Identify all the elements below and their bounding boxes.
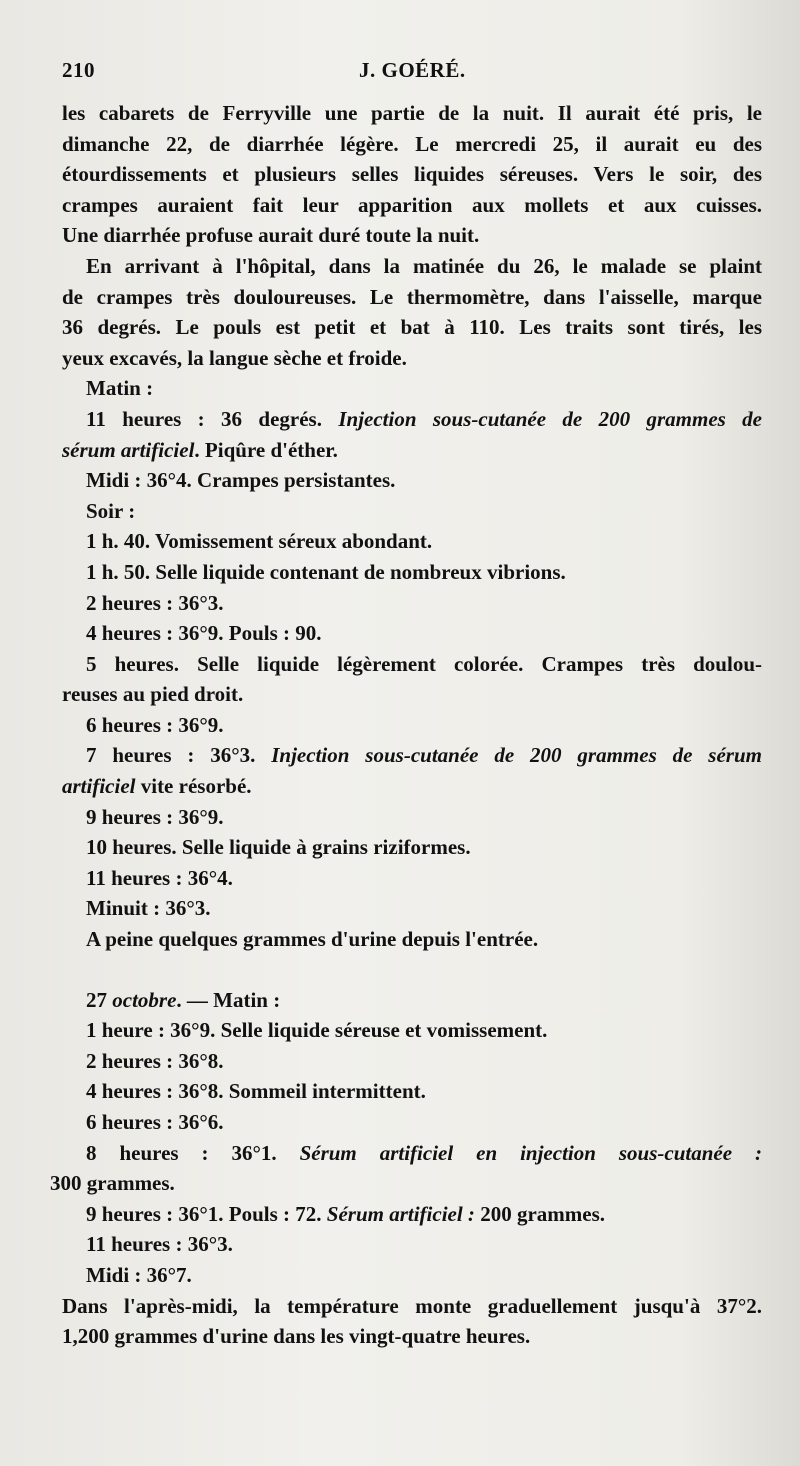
text-segment: 7 heures : 36°3.: [86, 743, 272, 768]
text-line: étourdissements et plusieurs selles liquides séreuses. Vers le soir, des: [62, 162, 762, 187]
italic-segment: Sérum artificiel en injection sous-cutanée :: [299, 1140, 762, 1165]
text-line: Midi : 36°7.: [86, 1262, 192, 1287]
text-line: Soir :: [86, 498, 136, 523]
text-line: Matin :: [86, 376, 154, 401]
text-line: [62, 771, 762, 802]
text-line: yeux excavés, la langue sèche et froide.: [62, 345, 407, 370]
text-line: de crampes très douloureuses. Le thermomètre, dans l'aisselle, marque: [62, 284, 762, 309]
text-line: Midi : 36°4. Crampes persistantes.: [86, 468, 396, 493]
text-line: 1,200 grammes d'urine dans les vingt-quatre heures.: [62, 1324, 531, 1349]
italic-segment: octobre: [112, 987, 177, 1012]
text-line: 2 heures : 36°8.: [86, 1048, 224, 1073]
text-line: Une diarrhée profuse aurait duré toute la nuit.: [62, 223, 480, 248]
text-line: 6 heures : 36°6.: [86, 1110, 224, 1134]
text-segment: 200 grammes.: [474, 1201, 605, 1226]
text-line: [62, 1199, 762, 1230]
italic-segment: Sérum artificiel :: [326, 1201, 475, 1226]
text-line: dimanche 22, de diarrhée légère. Le mercredi 25, il aurait eu des: [62, 131, 762, 156]
text-line: 9 heures : 36°9.: [86, 804, 224, 829]
italic-segment: Injection sous-cutanée de 200 grammes de sérum: [271, 743, 762, 768]
text-segment: 27: [86, 987, 113, 1012]
text-line: 1 heure : 36°9. Selle liquide séreuse et vomissement.: [86, 1018, 548, 1043]
text-line: A peine quelques grammes d'urine depuis l'entrée.: [86, 927, 539, 952]
text-segment: vite résorbé.: [135, 774, 252, 799]
page-number: 210: [62, 58, 95, 82]
paragraph-gap: [62, 955, 762, 985]
text-segment: . Piqûre d'éther.: [194, 437, 338, 462]
text-segment: 11 heures : 36 degrés.: [86, 406, 339, 431]
text-line: [62, 435, 762, 466]
text-line: 6 heures : 36°9.: [86, 712, 224, 737]
text-line: crampes auraient fait leur apparition aux mollets et aux cuisses.: [62, 192, 762, 217]
page-header: [62, 58, 762, 88]
text-line: [62, 985, 762, 1016]
text-line: 2 heures : 36°3.: [86, 590, 224, 615]
text-line: 5 heures. Selle liquide légèrement colorée. Crampes très doulou-: [86, 651, 762, 676]
text-line: En arrivant à l'hôpital, dans la matinée du 26, le malade se plaint: [86, 253, 762, 278]
text-segment: 8 heures : 36°1.: [86, 1140, 300, 1165]
text-line: Dans l'après-midi, la température monte graduellement jusqu'à 37°2.: [62, 1293, 762, 1318]
text-line: 11 heures : 36°4.: [86, 865, 233, 890]
text-line: 300 grammes.: [50, 1171, 175, 1196]
italic-segment: Injection sous-cutanée de 200 grammes de: [338, 406, 762, 431]
text-segment: 9 heures : 36°1. Pouls : 72.: [86, 1201, 327, 1226]
text-line: [62, 740, 762, 771]
text-line: 1 h. 50. Selle liquide contenant de nombreux vibrions.: [86, 559, 566, 584]
body-text: [50, 98, 762, 1352]
running-head: J. GOÉRÉ.: [359, 58, 466, 82]
text-line: 4 heures : 36°8. Sommeil intermittent.: [86, 1079, 426, 1104]
text-line: les cabarets de Ferryville une partie de la nuit. Il aurait été pris, le: [62, 101, 762, 125]
italic-segment: artificiel: [62, 774, 136, 799]
text-line: 4 heures : 36°9. Pouls : 90.: [86, 621, 322, 646]
text-line: [62, 404, 762, 435]
text-line: 11 heures : 36°3.: [86, 1232, 233, 1257]
italic-segment: sérum artificiel: [62, 437, 195, 462]
text-line: 1 h. 40. Vomissement séreux abondant.: [86, 529, 433, 554]
text-line: [62, 1138, 762, 1169]
text-line: reuses au pied droit.: [62, 682, 244, 707]
text-line: 10 heures. Selle liquide à grains riziformes.: [86, 835, 471, 860]
text-line: 36 degrés. Le pouls est petit et bat à 110. Les traits sont tirés, les: [62, 315, 762, 340]
text-line: Minuit : 36°3.: [86, 896, 211, 921]
text-segment: . — Matin :: [176, 987, 281, 1012]
